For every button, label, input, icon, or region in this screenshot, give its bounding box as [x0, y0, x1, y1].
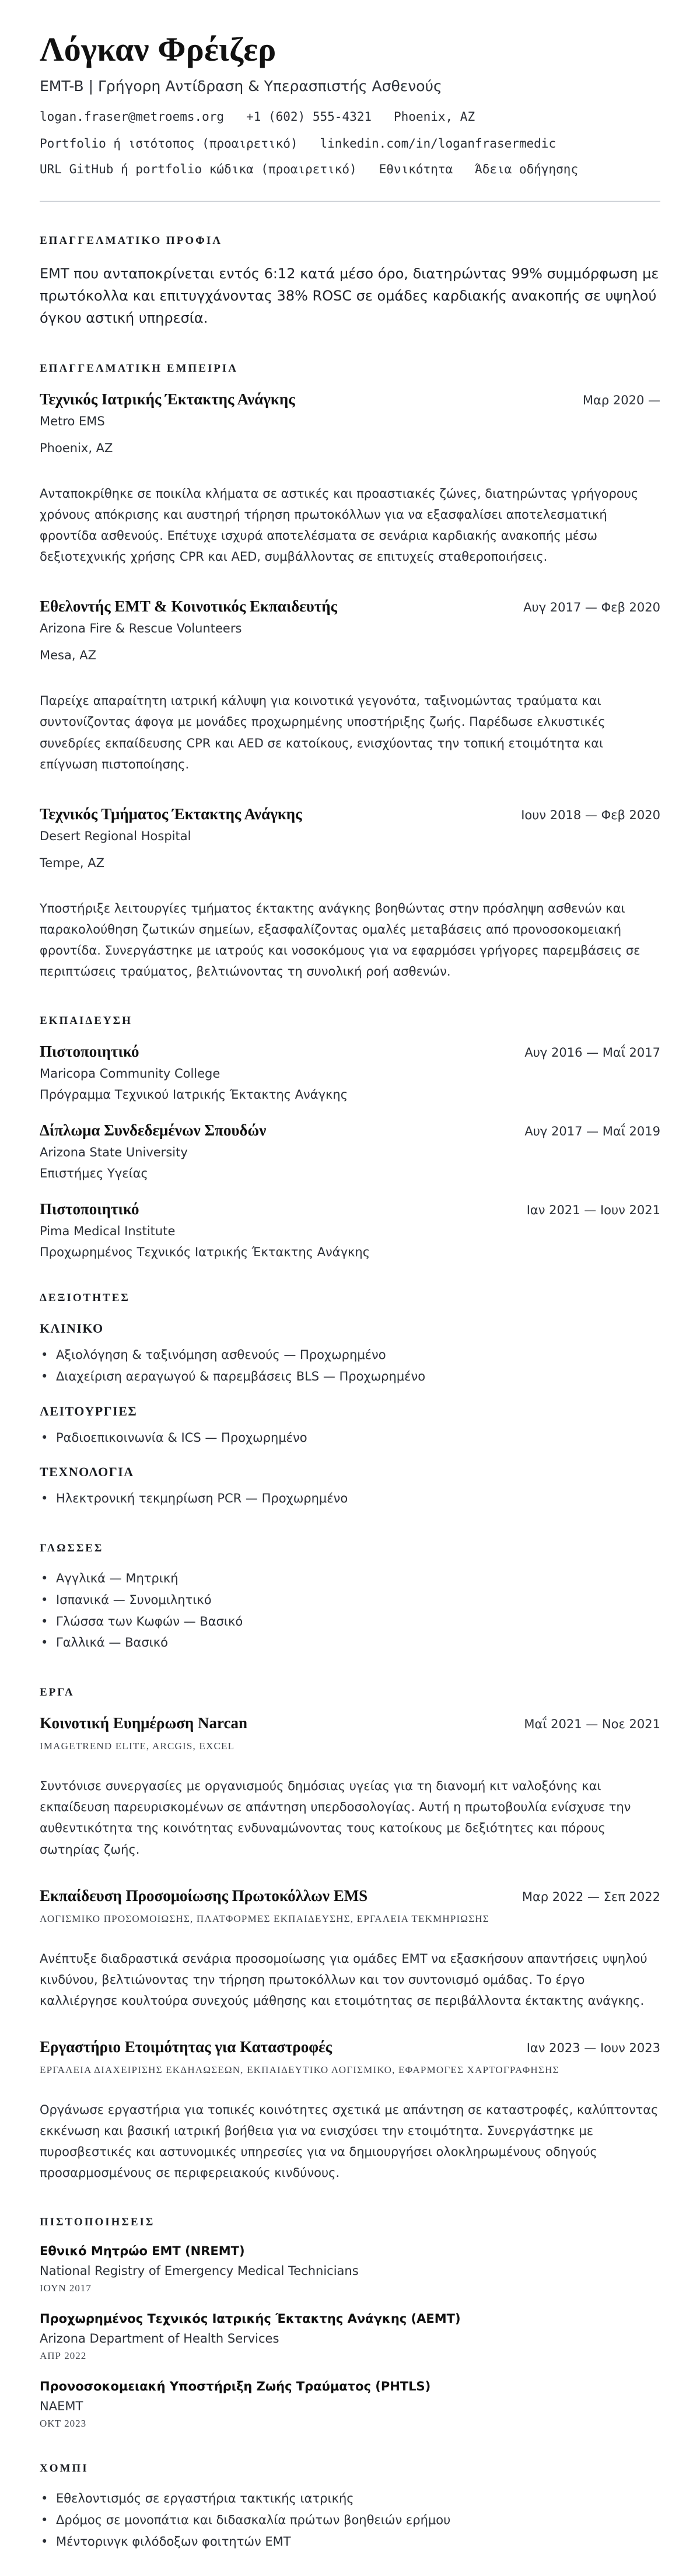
- email-link[interactable]: logan.fraser@metroems.org: [40, 109, 225, 124]
- education-item: [40, 1043, 660, 1102]
- field-of-study: Επιστήμες Υγείας: [40, 1166, 148, 1181]
- cert-date: ΟΚΤ 2023: [40, 2418, 87, 2430]
- skills-section: [40, 1292, 660, 1509]
- school: Pima Medical Institute: [40, 1224, 176, 1239]
- location-text: Phoenix, AZ: [394, 109, 475, 124]
- contact-row: [40, 110, 660, 124]
- section-title-skills: ΔΕΞΙΟΤΗΤΕΣ: [40, 1292, 130, 1305]
- hobby-item: • Δρόμος σε μονοπάτια και διδασκαλία πρώτων βοηθειών ερήμου: [40, 2509, 660, 2531]
- job-title: Τεχνικός Ιατρικής Έκτακτης Ανάγκης: [40, 390, 295, 408]
- language-item: • Ισπανικά — Συνομιλητικό: [40, 1589, 660, 1611]
- education-dates: Αυγ 2016 — Μαΐ 2017: [524, 1046, 660, 1060]
- profile-summary: EMT που ανταποκρίνεται εντός 6:12 κατά μέσο όρο, διατηρώντας 99% συμμόρφωση με πρωτόκολλα και επιτυγχάνοντας 38% ROSC σε ομάδες καρδιακής ανακοπής σε υψηλού όγκου αστική υπηρεσία.: [40, 265, 659, 327]
- projects-section: [40, 1686, 660, 2183]
- section-title-languages: ΓΛΩΣΣΕΣ: [40, 1542, 104, 1555]
- certification-item: [40, 2379, 660, 2430]
- skill-item: • Ραδιοεπικοινωνία & ICS — Προχωρημένο: [40, 1427, 660, 1449]
- job-description: Υποστήριξε λειτουργίες τμήματος έκτακτης ανάγκης βοηθώντας στην πρόσληψη ασθενών και παρακολούθηση ζωτικών σημείων, εξασφαλίζοντας ομαλές μεταβάσεις από προνοσοκομειακή φροντίδα. Συνεργάστηκε με ιατρούς και νοσοκόμους για να εφαρμόσει γρήγορες παρεμβάσεις σε περιπτώσεις τραύματος, βελτιώνοντας τη συνολική ροή ασθενών.: [40, 901, 640, 979]
- project-dates: Ιαν 2023 — Ιουν 2023: [526, 2040, 660, 2055]
- project-name: Κοινοτική Ευημέρωση Narcan: [40, 1714, 247, 1732]
- phone-link[interactable]: +1 (602) 555-4321: [246, 109, 372, 124]
- language-item: • Αγγλικά — Μητρική: [40, 1568, 660, 1589]
- experience-item: [40, 805, 660, 982]
- project-item: [40, 1714, 660, 1860]
- field-of-study: Προχωρημένος Τεχνικός Ιατρικής Έκτακτης Ανάγκης: [40, 1245, 370, 1260]
- skill-item: • Αξιολόγηση & ταξινόμηση ασθενούς — Προχωρημένο: [40, 1344, 660, 1366]
- hobby-item: • Εθελοντισμός σε εργαστήρια τακτικής ιατρικής: [40, 2488, 660, 2509]
- project-tech: ΕΡΓΑΛΕΙΑ ΔΙΑΧΕΙΡΙΣΗΣ ΕΚΔΗΛΩΣΕΩΝ, ΕΚΠΑΙΔΕΥΤΙΚΟ ΛΟΓΙΣΜΙΚΟ, ΕΦΑΡΜΟΓΕΣ ΧΑΡΤΟΓΡΑΦΗΣΗΣ: [40, 2064, 559, 2075]
- project-item: [40, 1887, 660, 2011]
- resume-header: [40, 30, 660, 176]
- hobby-item: • Μέντορινγκ φιλόδοξων φοιτητών EMT: [40, 2531, 660, 2553]
- github-link[interactable]: URL GitHub ή portfolio κώδικα (προαιρετικό): [40, 162, 357, 176]
- job-title: Εθελοντής EMT & Κοινοτικός Εκπαιδευτής: [40, 597, 337, 616]
- certification-item: [40, 2244, 660, 2294]
- job-location: Tempe, AZ: [40, 855, 104, 870]
- candidate-name: Λόγκαν Φρέιζερ: [40, 30, 276, 68]
- section-title-hobbies: ΧΟΜΠΙ: [40, 2462, 89, 2475]
- skill-item: • Διαχείριση αεραγωγού & παρεμβάσεις BLS — Προχωρημένο: [40, 1366, 660, 1387]
- employer: Desert Regional Hospital: [40, 829, 191, 843]
- section-title-experience: ΕΠΑΓΓΕΛΜΑΤΙΚΗ ΕΜΠΕΙΡΙΑ: [40, 362, 238, 375]
- language-item: • Γλώσσα των Κωφών — Βασικό: [40, 1611, 660, 1633]
- skill-group-title: ΚΛΙΝΙΚΟ: [40, 1321, 104, 1336]
- headline: EMT-B | Γρήγορη Αντίδραση & Υπερασπιστής Ασθενούς: [40, 77, 442, 95]
- skill-group-title: ΤΕΧΝΟΛΟΓΙΑ: [40, 1464, 134, 1480]
- job-description: Παρείχε απαραίτητη ιατρική κάλυψη για κοινοτικά γεγονότα, ταξινομώντας τραύματα και συντονίζοντας άφογα με μονάδες προχωρημένης υποστήριξης ζωής. Παρέδωσε ελκυστικές συνεδρίες εκπαίδευσης CPR και AED σε κατοίκους, ενισχύοντας την τοπική ετοιμότητα και επίγνωση πιστοποίησης.: [40, 694, 606, 771]
- cert-issuer: National Registry of Emergency Medical Technicians: [40, 2264, 359, 2278]
- school: Arizona State University: [40, 1145, 188, 1160]
- skill-group-title: ΛΕΙΤΟΥΡΓΙΕΣ: [40, 1403, 138, 1418]
- degree: Δίπλωμα Συνδεδεμένων Σπουδών: [40, 1121, 267, 1140]
- experience-section: [40, 362, 660, 982]
- project-tech: IMAGETREND ELITE, ARCGIS, EXCEL: [40, 1740, 235, 1752]
- project-description: Οργάνωσε εργαστήρια για τοπικές κοινότητες σχετικά με απάντηση σε καταστροφές, καλύπτοντας εκκένωση και βασική ιατρική βοήθεια για να ενισχύσει την ετοιμότητα. Συνεργάστηκε με πυροσβεστικές και αστυνομικές υπηρεσίες για να δημιουργήσει ολοκληρωμένους οδηγούς προσαρμοσμένους σε περιφερειακούς κινδύνους.: [40, 2102, 659, 2180]
- education-item: [40, 1121, 660, 1180]
- degree: Πιστοποιητικό: [40, 1200, 139, 1218]
- project-name: Εκπαίδευση Προσομοίωσης Πρωτοκόλλων EMS: [40, 1886, 368, 1904]
- education-item: [40, 1200, 660, 1259]
- experience-item: [40, 597, 660, 774]
- education-section: [40, 1015, 660, 1259]
- project-dates: Μαΐ 2021 — Νοε 2021: [524, 1717, 660, 1732]
- languages-section: [40, 1542, 660, 1654]
- job-description: Ανταποκρίθηκε σε ποικίλα κλήματα σε αστικές και προαστιακές ζώνες, διατηρώντας γρήγορους χρόνους απόκρισης και αυστηρή τήρηση πρωτοκόλλων για να εξασφαλίσει αποτελεσματική φροντίδα ασθενούς. Επέτυχε ισχυρά αποτελέσματα σε σενάρια καρδιακής ανακοπής μέσω δεξιοτεχνικής χρήσης CPR και AED, συμβάλλοντας σε επιτυχείς σταθεροποιήσεις.: [40, 486, 639, 564]
- project-item: [40, 2038, 660, 2183]
- cert-name: Προνοσοκομειακή Υποστήριξη Ζωής Τραύματος (PHTLS): [40, 2379, 431, 2394]
- experience-item: [40, 390, 660, 567]
- section-title-certifications: ΠΙΣΤΟΠΟΙΗΣΕΙΣ: [40, 2216, 155, 2229]
- language-item: • Γαλλικά — Βασικό: [40, 1632, 660, 1654]
- links-row-2: [40, 162, 660, 176]
- job-title: Τεχνικός Τμήματος Έκτακτης Ανάγκης: [40, 805, 302, 823]
- linkedin-link[interactable]: linkedin.com/in/loganfrasermedic: [320, 136, 556, 151]
- certification-item: [40, 2312, 660, 2362]
- job-dates: Ιουν 2018 — Φεβ 2020: [521, 808, 660, 822]
- header-divider: [40, 201, 660, 202]
- cert-date: ΑΠΡ 2022: [40, 2350, 87, 2362]
- driving-license-field[interactable]: Άδεια οδήγησης: [475, 162, 579, 176]
- job-location: Phoenix, AZ: [40, 441, 113, 455]
- portfolio-link[interactable]: Portfolio ή ιστότοπος (προαιρετικό): [40, 136, 298, 151]
- cert-issuer: Arizona Department of Health Services: [40, 2332, 279, 2346]
- skill-group-clinical: [40, 1321, 660, 1387]
- skill-group-technology: [40, 1464, 660, 1509]
- job-location: Mesa, AZ: [40, 648, 96, 663]
- project-description: Ανέπτυξε διαδραστικά σενάρια προσομοίωσης για ομάδες EMT να εξασκήσουν απαντήσεις υψηλού κινδύνου, βελτιώνοντας την τήρηση πρωτοκόλλων και τον συντονισμό ομάδας. Το έργο καλλιέργησε κουλτούρα συνεχούς μάθησης και ετοιμότητας σε περιβάλλοντα έκτακτης ανάγκης.: [40, 1951, 648, 2008]
- project-name: Εργαστήριο Ετοιμότητας για Καταστροφές: [40, 2037, 332, 2056]
- skill-item: • Ηλεκτρονική τεκμηρίωση PCR — Προχωρημένο: [40, 1488, 660, 1509]
- field-of-study: Πρόγραμμα Τεχνικού Ιατρικής Έκτακτης Ανάγκης: [40, 1088, 348, 1102]
- cert-date: ΙΟΥΝ 2017: [40, 2283, 92, 2294]
- employer: Arizona Fire & Rescue Volunteers: [40, 621, 242, 636]
- cert-name: Εθνικό Μητρώο EMT (NREMT): [40, 2244, 245, 2259]
- employer: Metro EMS: [40, 414, 105, 428]
- certifications-section: [40, 2216, 660, 2430]
- section-title-projects: ΕΡΓΑ: [40, 1686, 75, 1699]
- profile-section: [40, 235, 660, 330]
- degree: Πιστοποιητικό: [40, 1043, 139, 1061]
- skill-group-operations: [40, 1404, 660, 1449]
- job-dates: Μαρ 2020 —: [582, 393, 660, 407]
- nationality-field[interactable]: Εθνικότητα: [379, 162, 453, 176]
- links-row-1: [40, 137, 660, 151]
- job-dates: Αυγ 2017 — Φεβ 2020: [523, 600, 660, 615]
- education-dates: Αυγ 2017 — Μαΐ 2019: [524, 1124, 660, 1139]
- education-dates: Ιαν 2021 — Ιουν 2021: [526, 1203, 660, 1218]
- school: Maricopa Community College: [40, 1067, 220, 1081]
- project-dates: Μαρ 2022 — Σεπ 2022: [522, 1889, 660, 1904]
- cert-name: Προχωρημένος Τεχνικός Ιατρικής Έκτακτης Ανάγκης (AEMT): [40, 2312, 461, 2326]
- cert-issuer: NAEMT: [40, 2399, 83, 2414]
- project-tech: ΛΟΓΙΣΜΙΚΟ ΠΡΟΣΟΜΟΙΩΣΗΣ, ΠΛΑΤΦΟΡΜΕΣ ΕΚΠΑΙΔΕΥΣΗΣ, ΕΡΓΑΛΕΙΑ ΤΕΚΜΗΡΙΩΣΗΣ: [40, 1913, 489, 1924]
- project-description: Συντόνισε συνεργασίες με οργανισμούς δημόσιας υγείας για τη διανομή κιτ ναλοξόνης και εκπαίδευση παρευρισκομένων σε απάντηση υπερδοσολογίας. Αυτή η πρωτοβουλία ενίσχυσε την αυθεντικότητα της κοινότητας ενδυναμώνοντας τους κατοίκους με δεξιότητες και πόρους σωτηρίας ζωής.: [40, 1779, 631, 1857]
- hobbies-section: [40, 2462, 660, 2552]
- section-title-education: ΕΚΠΑΙΔΕΥΣΗ: [40, 1015, 132, 1027]
- section-title-profile: ΕΠΑΓΓΕΛΜΑΤΙΚΟ ΠΡΟΦΙΛ: [40, 234, 222, 247]
